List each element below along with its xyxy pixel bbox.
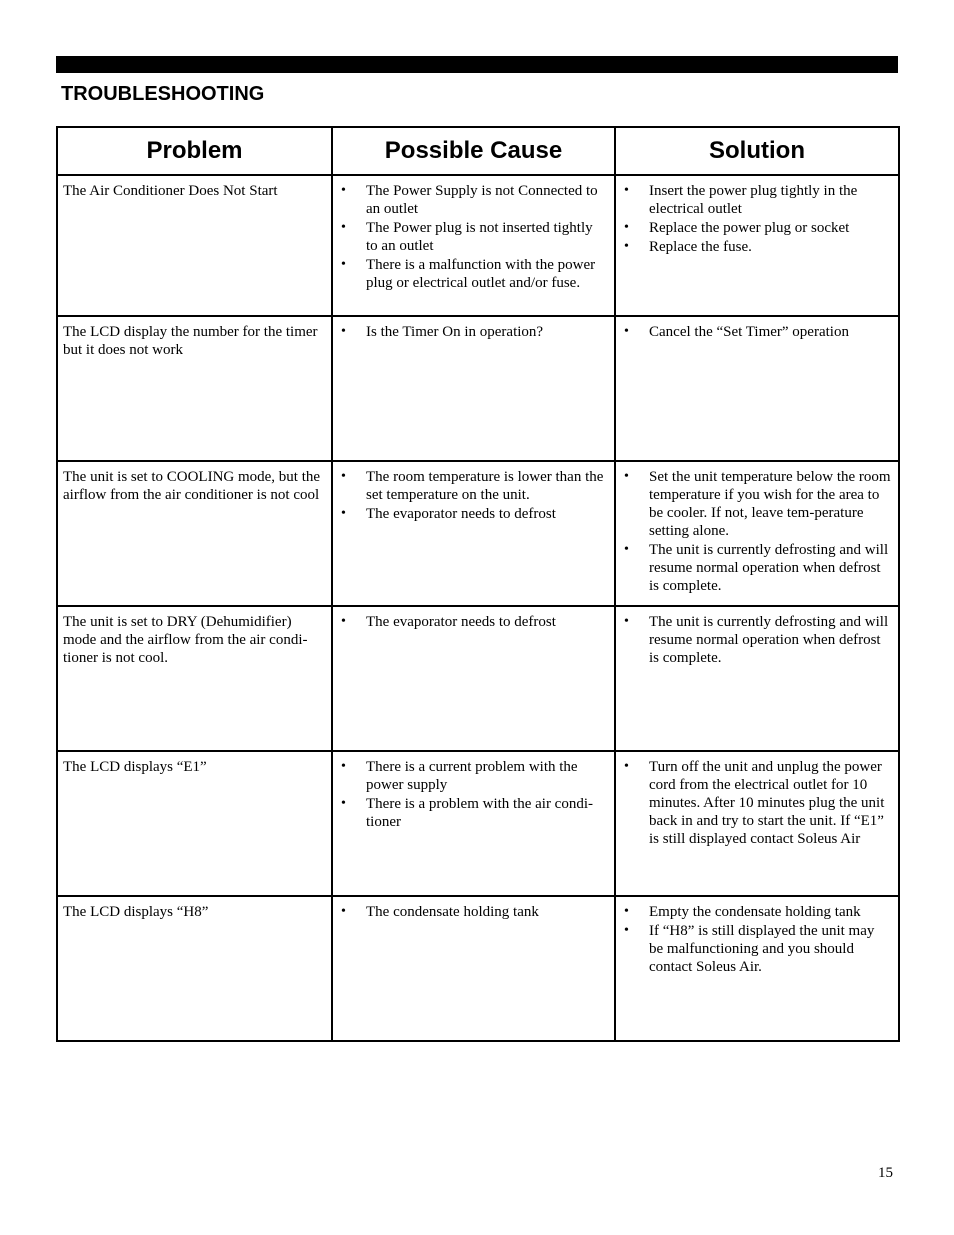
cause-list	[338, 323, 610, 341]
cause-item: • The Power plug is not inserted tightly to an outlet	[338, 219, 610, 255]
header-problem: Problem	[57, 127, 332, 175]
cause-item: • The evaporator needs to defrost	[338, 505, 610, 523]
solution-item: • The unit is currently defrosting and will resume normal operation when defrost is complete.	[621, 541, 894, 595]
solution-item: • Set the unit temperature below the room temperature if you wish for the area to be cooler. If not, leave tem-perature setting alone.	[621, 468, 894, 540]
solution-item: • Replace the power plug or socket	[621, 219, 894, 237]
problem-cell: The LCD displays “E1”	[57, 751, 332, 896]
table-row	[57, 461, 899, 606]
page-number: 15	[878, 1165, 893, 1181]
solution-cell	[615, 606, 899, 751]
troubleshooting-table	[56, 126, 900, 1042]
solution-item: • Replace the fuse.	[621, 238, 894, 256]
problem-cell: The LCD displays “H8”	[57, 896, 332, 1041]
solution-cell	[615, 175, 899, 316]
problem-cell: The LCD display the number for the timer but it does not work	[57, 316, 332, 461]
cause-item: • The evaporator needs to defrost	[338, 613, 610, 631]
table-header-row	[57, 127, 899, 175]
solution-item: • If “H8” is still displayed the unit may be malfunctioning and you should contact Soleus Air.	[621, 922, 894, 976]
cause-item: • There is a current problem with the power supply	[338, 758, 610, 794]
solution-list	[621, 323, 894, 341]
cause-cell	[332, 461, 615, 606]
solution-item: • Empty the condensate holding tank	[621, 903, 894, 921]
solution-cell	[615, 316, 899, 461]
section-title: TROUBLESHOOTING	[61, 83, 265, 105]
cause-item: • The room temperature is lower than the set temperature on the unit.	[338, 468, 610, 504]
solution-cell	[615, 896, 899, 1041]
solution-list	[621, 903, 894, 976]
cause-cell	[332, 316, 615, 461]
table-row	[57, 175, 899, 316]
cause-item: • There is a problem with the air condi-tioner	[338, 795, 610, 831]
cause-cell	[332, 751, 615, 896]
cause-list	[338, 758, 610, 831]
cause-item: • The Power Supply is not Connected to an outlet	[338, 182, 610, 218]
header-possible-cause: Possible Cause	[332, 127, 615, 175]
problem-cell: The unit is set to DRY (Dehumidifier) mode and the airflow from the air condi-tioner is not cool.	[57, 606, 332, 751]
header-solution: Solution	[615, 127, 899, 175]
table-row	[57, 606, 899, 751]
table-row	[57, 751, 899, 896]
solution-list	[621, 182, 894, 256]
cause-cell	[332, 175, 615, 316]
solution-item: • Turn off the unit and unplug the power cord from the electrical outlet for 10 minutes. After 10 minutes plug the unit back in and try to start the unit. If “E1” is still displayed contact Soleus Air	[621, 758, 894, 848]
solution-cell	[615, 461, 899, 606]
problem-cell: The unit is set to COOLING mode, but the airflow from the air conditioner is not cool	[57, 461, 332, 606]
problem-cell: The Air Conditioner Does Not Start	[57, 175, 332, 316]
table-row	[57, 316, 899, 461]
cause-item: • The condensate holding tank	[338, 903, 610, 921]
solution-list	[621, 758, 894, 848]
solution-item: • The unit is currently defrosting and will resume normal operation when defrost is complete.	[621, 613, 894, 667]
solution-list	[621, 468, 894, 595]
cause-list	[338, 613, 610, 631]
cause-list	[338, 903, 610, 921]
cause-cell	[332, 896, 615, 1041]
cause-list	[338, 468, 610, 523]
solution-item: • Cancel the “Set Timer” operation	[621, 323, 894, 341]
cause-list	[338, 182, 610, 292]
solution-item: • Insert the power plug tightly in the electrical outlet	[621, 182, 894, 218]
header-rule	[56, 56, 898, 73]
cause-item: • There is a malfunction with the power plug or electrical outlet and/or fuse.	[338, 256, 610, 292]
solution-list	[621, 613, 894, 667]
cause-cell	[332, 606, 615, 751]
solution-cell	[615, 751, 899, 896]
cause-item: • Is the Timer On in operation?	[338, 323, 610, 341]
table-row	[57, 896, 899, 1041]
